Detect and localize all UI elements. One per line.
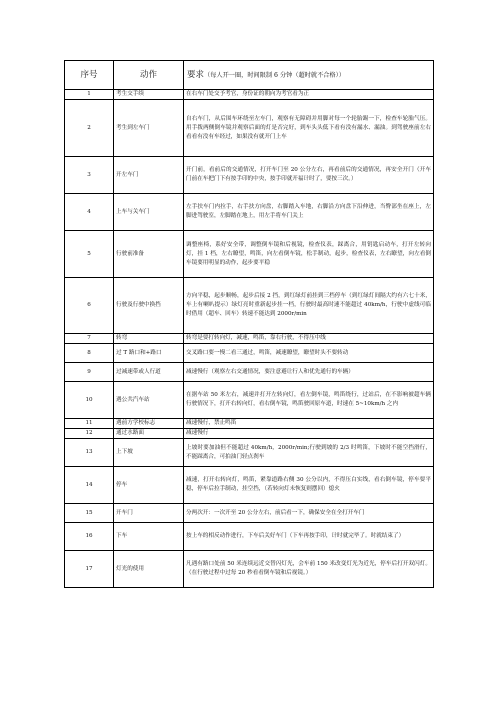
table-row [65,551,434,588]
row-requirement: 减速慢行 [184,429,434,439]
row-action: 过减速带或人行道 [114,363,184,382]
table-row [65,429,434,439]
row-number: 10 [65,382,114,419]
table-row [65,363,434,382]
row-action: 转弯 [114,334,184,344]
table-row [65,90,434,100]
row-action: 行驶及行驶中换挡 [114,278,184,334]
row-requirement: 减速慢行，禁止鸣笛 [184,419,434,429]
row-action: 停车 [114,467,184,504]
table-row [65,344,434,363]
header-requirement [184,61,434,90]
header-requirement-note: （每人开一圈，时间限制 6 分钟（超时就不合格）） [204,71,345,79]
table-row [65,504,434,523]
table-row [65,382,434,419]
table-row [65,467,434,504]
row-requirement: 减速慢行（观察左右交通情况，要注意避让行人和优先通行的车辆） [184,363,434,382]
row-requirement: 在右车门处交予考官，身份证的朝向为考官看为正 [184,90,434,100]
row-number: 9 [65,363,114,382]
row-number: 5 [65,231,114,278]
row-action: 遇公共汽车站 [114,382,184,419]
row-number: 14 [65,467,114,504]
row-number: 12 [65,429,114,439]
row-requirement: 开门前，看前后的交通情况，打开车门至 20 公分左右，再看前后的交通情况，再安全开门（开车门前在车把门下有按手印的中央，按手印就开福计时了，要按三次。） [184,157,434,194]
table-header-row [65,61,434,90]
row-requirement: 分两次开：一次开至 20 公分左右，前后看一下，确保安全在全打开车门 [184,504,434,523]
row-number: 17 [65,551,114,588]
table-row [65,100,434,157]
row-action: 上车与关车门 [114,194,184,231]
row-number: 16 [65,523,114,551]
exam-requirements-table [64,60,434,588]
row-action: 开左车门 [114,157,184,194]
header-action: 动作 [114,61,184,90]
row-number: 3 [65,157,114,194]
row-number: 8 [65,344,114,363]
row-action: 开车门 [114,504,184,523]
row-requirement: 方向平稳，起步顺畅，起步后接 2 挡，到红绿灯前挂到三档停车（到红绿灯间隔大约有六七十米，车上有喇叭提示）绿灯亮时重新起步挂一档，行驶时最高时速不能超过 40km/h，行驶中虚线可临时借用（超车、回车）转速不能达到 2000r/min [184,278,434,334]
table-row [65,523,434,551]
row-action: 行驶前准备 [114,231,184,278]
row-requirement: 减速，打开右转向灯，鸣笛，紧靠道路右侧 30 公分以内，不得压白实线，看右倒车镜，停车要平稳，停车后拉手制动，挂空挡，（若转向灯未恢复则摆回）熄火 [184,467,434,504]
row-requirement: 转弯是要打转向灯，减速，鸣笛，靠右行驶，不得压中线 [184,334,434,344]
row-number: 15 [65,504,114,523]
row-requirement: 自右车门，从后围车环绕至左车门，观察有无障碍并用脚对每一个轮胎踢一下，检查车轮胎气压。用手拨两侧倒车镜并观察后面的灯是否完好，到车头头低下看有没有漏水、漏油。到驾驶座前左右看看有没有车经过，如果没有就开门上车 [184,100,434,157]
row-requirement: 在据车站 50 米左右，减速并打开左转向灯，看左倒车镜，鸣笛绕行，过站后，在不影响被超车辆行驶情况下，打开右转向灯，看右倒车镜，鸣笛驶回原车道，时速在 5~10km/h 之内 [184,382,434,419]
row-requirement: 按上车的相反动作进行，下车后关好车门（下车再按手印，计时就完毕了。时就结束了） [184,523,434,551]
header-requirement-main: 要求 [187,69,205,80]
table-row [65,157,434,194]
row-number: 7 [65,334,114,344]
row-action: 通过水路面 [114,429,184,439]
row-number: 4 [65,194,114,231]
row-requirement: 凡遇有路口处前 50 米连续远近交替闪灯光，会车前 150 米改变灯光为近光，停车后打开双闪灯。（在行驶过程中过每 20 秒看看倒车镜和后视镜。） [184,551,434,588]
table-body [65,61,434,588]
row-number: 6 [65,278,114,334]
row-action: 考生交手续 [114,90,184,100]
row-action: 考生到左车门 [114,100,184,157]
row-action: 上下坡 [114,439,184,467]
row-number: 1 [65,90,114,100]
header-no: 序号 [65,61,114,90]
table-row [65,194,434,231]
table-row [65,231,434,278]
row-number: 13 [65,439,114,467]
row-requirement: 交叉路口要一慢二看三通过，鸣笛，减速瞭望，瞭望时头不要转动 [184,344,434,363]
row-requirement: 左手扶车门内拉手，右手扶方向盘，右脚踏入车地，右脚沿方向盘下沿伸进，当臀部坐在座上，左脚进驾驶室，左脚踏在地上，用左手将车门关上 [184,194,434,231]
row-number: 2 [65,100,114,157]
row-action: 灯光的使用 [114,551,184,588]
row-action: 遇前方学校标志 [114,419,184,429]
table-row [65,278,434,334]
table-row [65,334,434,344]
table-row [65,419,434,429]
row-requirement: 调整座椅，系好安全带，调整倒车镜和后视镜，检查仪表，踩离合，用钥匙启动车，打开左转向灯，挂 1 档，左右瞭望，鸣笛，向左看倒车镜，松手制动，起步，检查仪表，左右瞭望，向左看倒车镜要用明显的动作，起步要平稳 [184,231,434,278]
row-number: 11 [65,419,114,429]
row-action: 下车 [114,523,184,551]
table-row [65,439,434,467]
row-action: 过 T 路口和+路口 [114,344,184,363]
row-requirement: 上坡时要加油但不能超过 40km/h，2000r/min;行驶到坡的 2/3 时鸣笛，下坡时不能空挡滑行，不能踩离合，可拍油门轻点刹车 [184,439,434,467]
